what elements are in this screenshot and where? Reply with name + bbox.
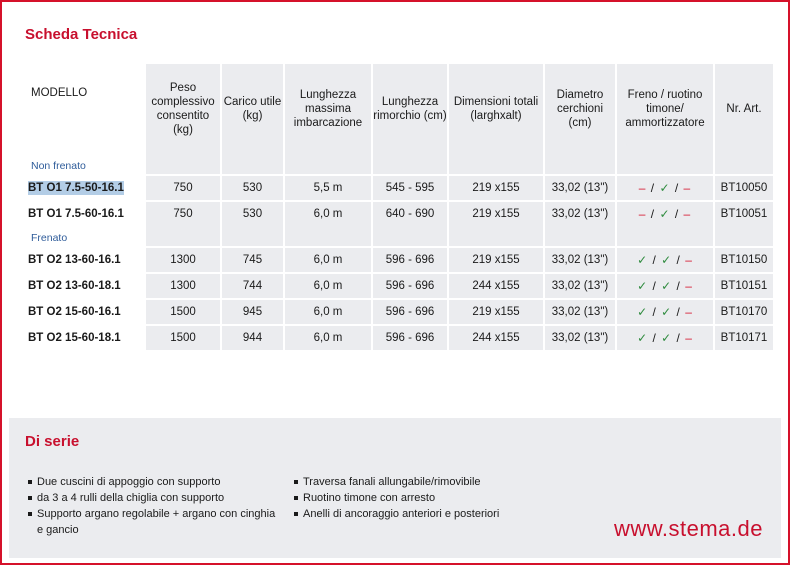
model-cell[interactable] xyxy=(24,174,146,200)
cell-nr-art: BT10150 xyxy=(715,246,775,272)
model-name: BT O2 15-60-18.1 xyxy=(28,332,121,344)
dash-icon: – xyxy=(683,181,692,195)
cell-lung-rim: 596 - 696 xyxy=(373,272,449,298)
cell-carico: 945 xyxy=(222,298,285,324)
separator: / xyxy=(672,331,686,345)
feature-list-item: Anelli di ancoraggio anteriori e posteriori xyxy=(293,506,543,522)
check-icon: ✓ xyxy=(661,253,673,267)
group-filler-cell xyxy=(373,226,449,246)
cell-carico: 530 xyxy=(222,174,285,200)
cell-dim: 244 x155 xyxy=(449,272,545,298)
separator: / xyxy=(648,305,662,319)
check-icon: ✓ xyxy=(661,331,673,345)
cell-peso: 1500 xyxy=(146,298,222,324)
cell-freno xyxy=(617,174,715,200)
di-serie-title: Di serie xyxy=(25,433,80,450)
header-lunghezza-rimorchio: Lunghezza rimorchio (cm) xyxy=(373,64,449,154)
table-row xyxy=(24,272,775,298)
cell-lung-imb: 5,5 m xyxy=(285,174,373,200)
group-filler-cell xyxy=(715,154,775,174)
di-serie-list-left xyxy=(27,474,277,538)
cell-peso: 1300 xyxy=(146,272,222,298)
header-carico: Carico utile (kg) xyxy=(222,64,285,154)
header-peso: Peso complessivo consentito (kg) xyxy=(146,64,222,154)
table-row xyxy=(24,174,775,200)
separator: / xyxy=(648,279,662,293)
cell-lung-imb: 6,0 m xyxy=(285,298,373,324)
header-diametro: Diametro cerchioni (cm) xyxy=(545,64,617,154)
model-cell[interactable] xyxy=(24,246,146,272)
spec-table xyxy=(24,64,775,350)
cell-lung-rim: 545 - 595 xyxy=(373,174,449,200)
header-lunghezza-imbarcazione: Lunghezza massima imbarcazione xyxy=(285,64,373,154)
check-icon: ✓ xyxy=(659,207,671,221)
check-icon: ✓ xyxy=(637,305,649,319)
group-filler-cell xyxy=(545,226,617,246)
group-filler-cell xyxy=(617,226,715,246)
group-filler-cell xyxy=(146,226,222,246)
group-row xyxy=(24,226,775,246)
dash-icon: – xyxy=(638,207,647,221)
check-icon: ✓ xyxy=(659,181,671,195)
cell-diam: 33,02 (13") xyxy=(545,246,617,272)
cell-nr-art: BT10151 xyxy=(715,272,775,298)
di-serie-panel xyxy=(9,418,781,558)
group-filler-cell xyxy=(715,226,775,246)
check-icon: ✓ xyxy=(661,305,673,319)
group-filler-cell xyxy=(449,226,545,246)
cell-peso: 750 xyxy=(146,200,222,226)
separator: / xyxy=(670,181,684,195)
group-filler-cell xyxy=(285,226,373,246)
model-cell[interactable] xyxy=(24,298,146,324)
cell-nr-art: BT10170 xyxy=(715,298,775,324)
separator: / xyxy=(646,207,660,221)
dash-icon: – xyxy=(685,253,693,267)
cell-lung-rim: 596 - 696 xyxy=(373,246,449,272)
cell-freno xyxy=(617,246,715,272)
cell-carico: 944 xyxy=(222,324,285,350)
cell-diam: 33,02 (13") xyxy=(545,298,617,324)
cell-dim: 219 x155 xyxy=(449,298,545,324)
cell-nr-art: BT10051 xyxy=(715,200,775,226)
group-filler-cell xyxy=(285,154,373,174)
page-title: Scheda Tecnica xyxy=(25,26,138,43)
group-row xyxy=(24,154,775,174)
table-row xyxy=(24,324,775,350)
group-filler-cell xyxy=(222,154,285,174)
separator: / xyxy=(648,331,662,345)
cell-carico: 744 xyxy=(222,272,285,298)
separator: / xyxy=(672,305,686,319)
group-filler-cell xyxy=(545,154,617,174)
cell-lung-imb: 6,0 m xyxy=(285,324,373,350)
feature-list-item: Ruotino timone con arresto xyxy=(293,490,543,506)
cell-lung-rim: 596 - 696 xyxy=(373,298,449,324)
di-serie-list-right xyxy=(293,474,543,522)
model-name: BT O1 7.5-50-16.1 xyxy=(28,182,124,194)
cell-lung-imb: 6,0 m xyxy=(285,272,373,298)
header-dimensioni: Dimensioni totali (larghxalt) xyxy=(449,64,545,154)
cell-diam: 33,02 (13") xyxy=(545,174,617,200)
cell-freno xyxy=(617,298,715,324)
cell-peso: 1500 xyxy=(146,324,222,350)
check-icon: ✓ xyxy=(661,279,673,293)
cell-diam: 33,02 (13") xyxy=(545,324,617,350)
group-filler-cell xyxy=(617,154,715,174)
feature-list-item: Supporto argano regolabile + argano con cinghia e gancio xyxy=(27,506,277,538)
cell-nr-art: BT10171 xyxy=(715,324,775,350)
group-label: Non frenato xyxy=(31,160,86,172)
table-row xyxy=(24,246,775,272)
model-cell[interactable] xyxy=(24,200,146,226)
cell-peso: 1300 xyxy=(146,246,222,272)
cell-freno xyxy=(617,272,715,298)
check-icon: ✓ xyxy=(637,331,649,345)
dash-icon: – xyxy=(638,181,647,195)
cell-dim: 244 x155 xyxy=(449,324,545,350)
dash-icon: – xyxy=(683,207,692,221)
cell-carico: 530 xyxy=(222,200,285,226)
feature-list-item: Traversa fanali allungabile/rimovibile xyxy=(293,474,543,490)
cell-freno xyxy=(617,200,715,226)
header-modello: MODELLO xyxy=(24,64,146,154)
dash-icon: – xyxy=(685,305,693,319)
table-header-row xyxy=(24,64,775,154)
cell-carico: 745 xyxy=(222,246,285,272)
cell-lung-rim: 640 - 690 xyxy=(373,200,449,226)
check-icon: ✓ xyxy=(637,253,649,267)
header-freno: Freno / ruotino timone/ ammortizzatore xyxy=(617,64,715,154)
separator: / xyxy=(672,279,686,293)
separator: / xyxy=(648,253,662,267)
group-filler-cell xyxy=(449,154,545,174)
group-filler-cell xyxy=(222,226,285,246)
cell-freno xyxy=(617,324,715,350)
dash-icon: – xyxy=(685,331,693,345)
header-nr-art: Nr. Art. xyxy=(715,64,775,154)
group-filler-cell xyxy=(146,154,222,174)
check-icon: ✓ xyxy=(637,279,649,293)
table-row xyxy=(24,200,775,226)
cell-lung-rim: 596 - 696 xyxy=(373,324,449,350)
website-link[interactable]: www.stema.de xyxy=(613,516,763,541)
cell-dim: 219 x155 xyxy=(449,246,545,272)
cell-diam: 33,02 (13") xyxy=(545,272,617,298)
separator: / xyxy=(646,181,660,195)
model-name: BT O2 15-60-16.1 xyxy=(28,306,121,318)
cell-lung-imb: 6,0 m xyxy=(285,200,373,226)
group-label: Frenato xyxy=(31,232,68,244)
cell-lung-imb: 6,0 m xyxy=(285,246,373,272)
table-row xyxy=(24,298,775,324)
cell-diam: 33,02 (13") xyxy=(545,200,617,226)
cell-dim: 219 x155 xyxy=(449,200,545,226)
separator: / xyxy=(672,253,686,267)
feature-list-item: Due cuscini di appoggio con supporto xyxy=(27,474,277,490)
cell-nr-art: BT10050 xyxy=(715,174,775,200)
cell-peso: 750 xyxy=(146,174,222,200)
model-name: BT O2 13-60-16.1 xyxy=(28,254,121,266)
model-cell[interactable] xyxy=(24,324,146,350)
model-name: BT O1 7.5-60-16.1 xyxy=(28,208,124,220)
cell-dim: 219 x155 xyxy=(449,174,545,200)
dash-icon: – xyxy=(685,279,693,293)
group-filler-cell xyxy=(373,154,449,174)
separator: / xyxy=(670,207,684,221)
feature-list-item: da 3 a 4 rulli della chiglia con supporto xyxy=(27,490,277,506)
model-name: BT O2 13-60-18.1 xyxy=(28,280,121,292)
model-cell[interactable] xyxy=(24,272,146,298)
